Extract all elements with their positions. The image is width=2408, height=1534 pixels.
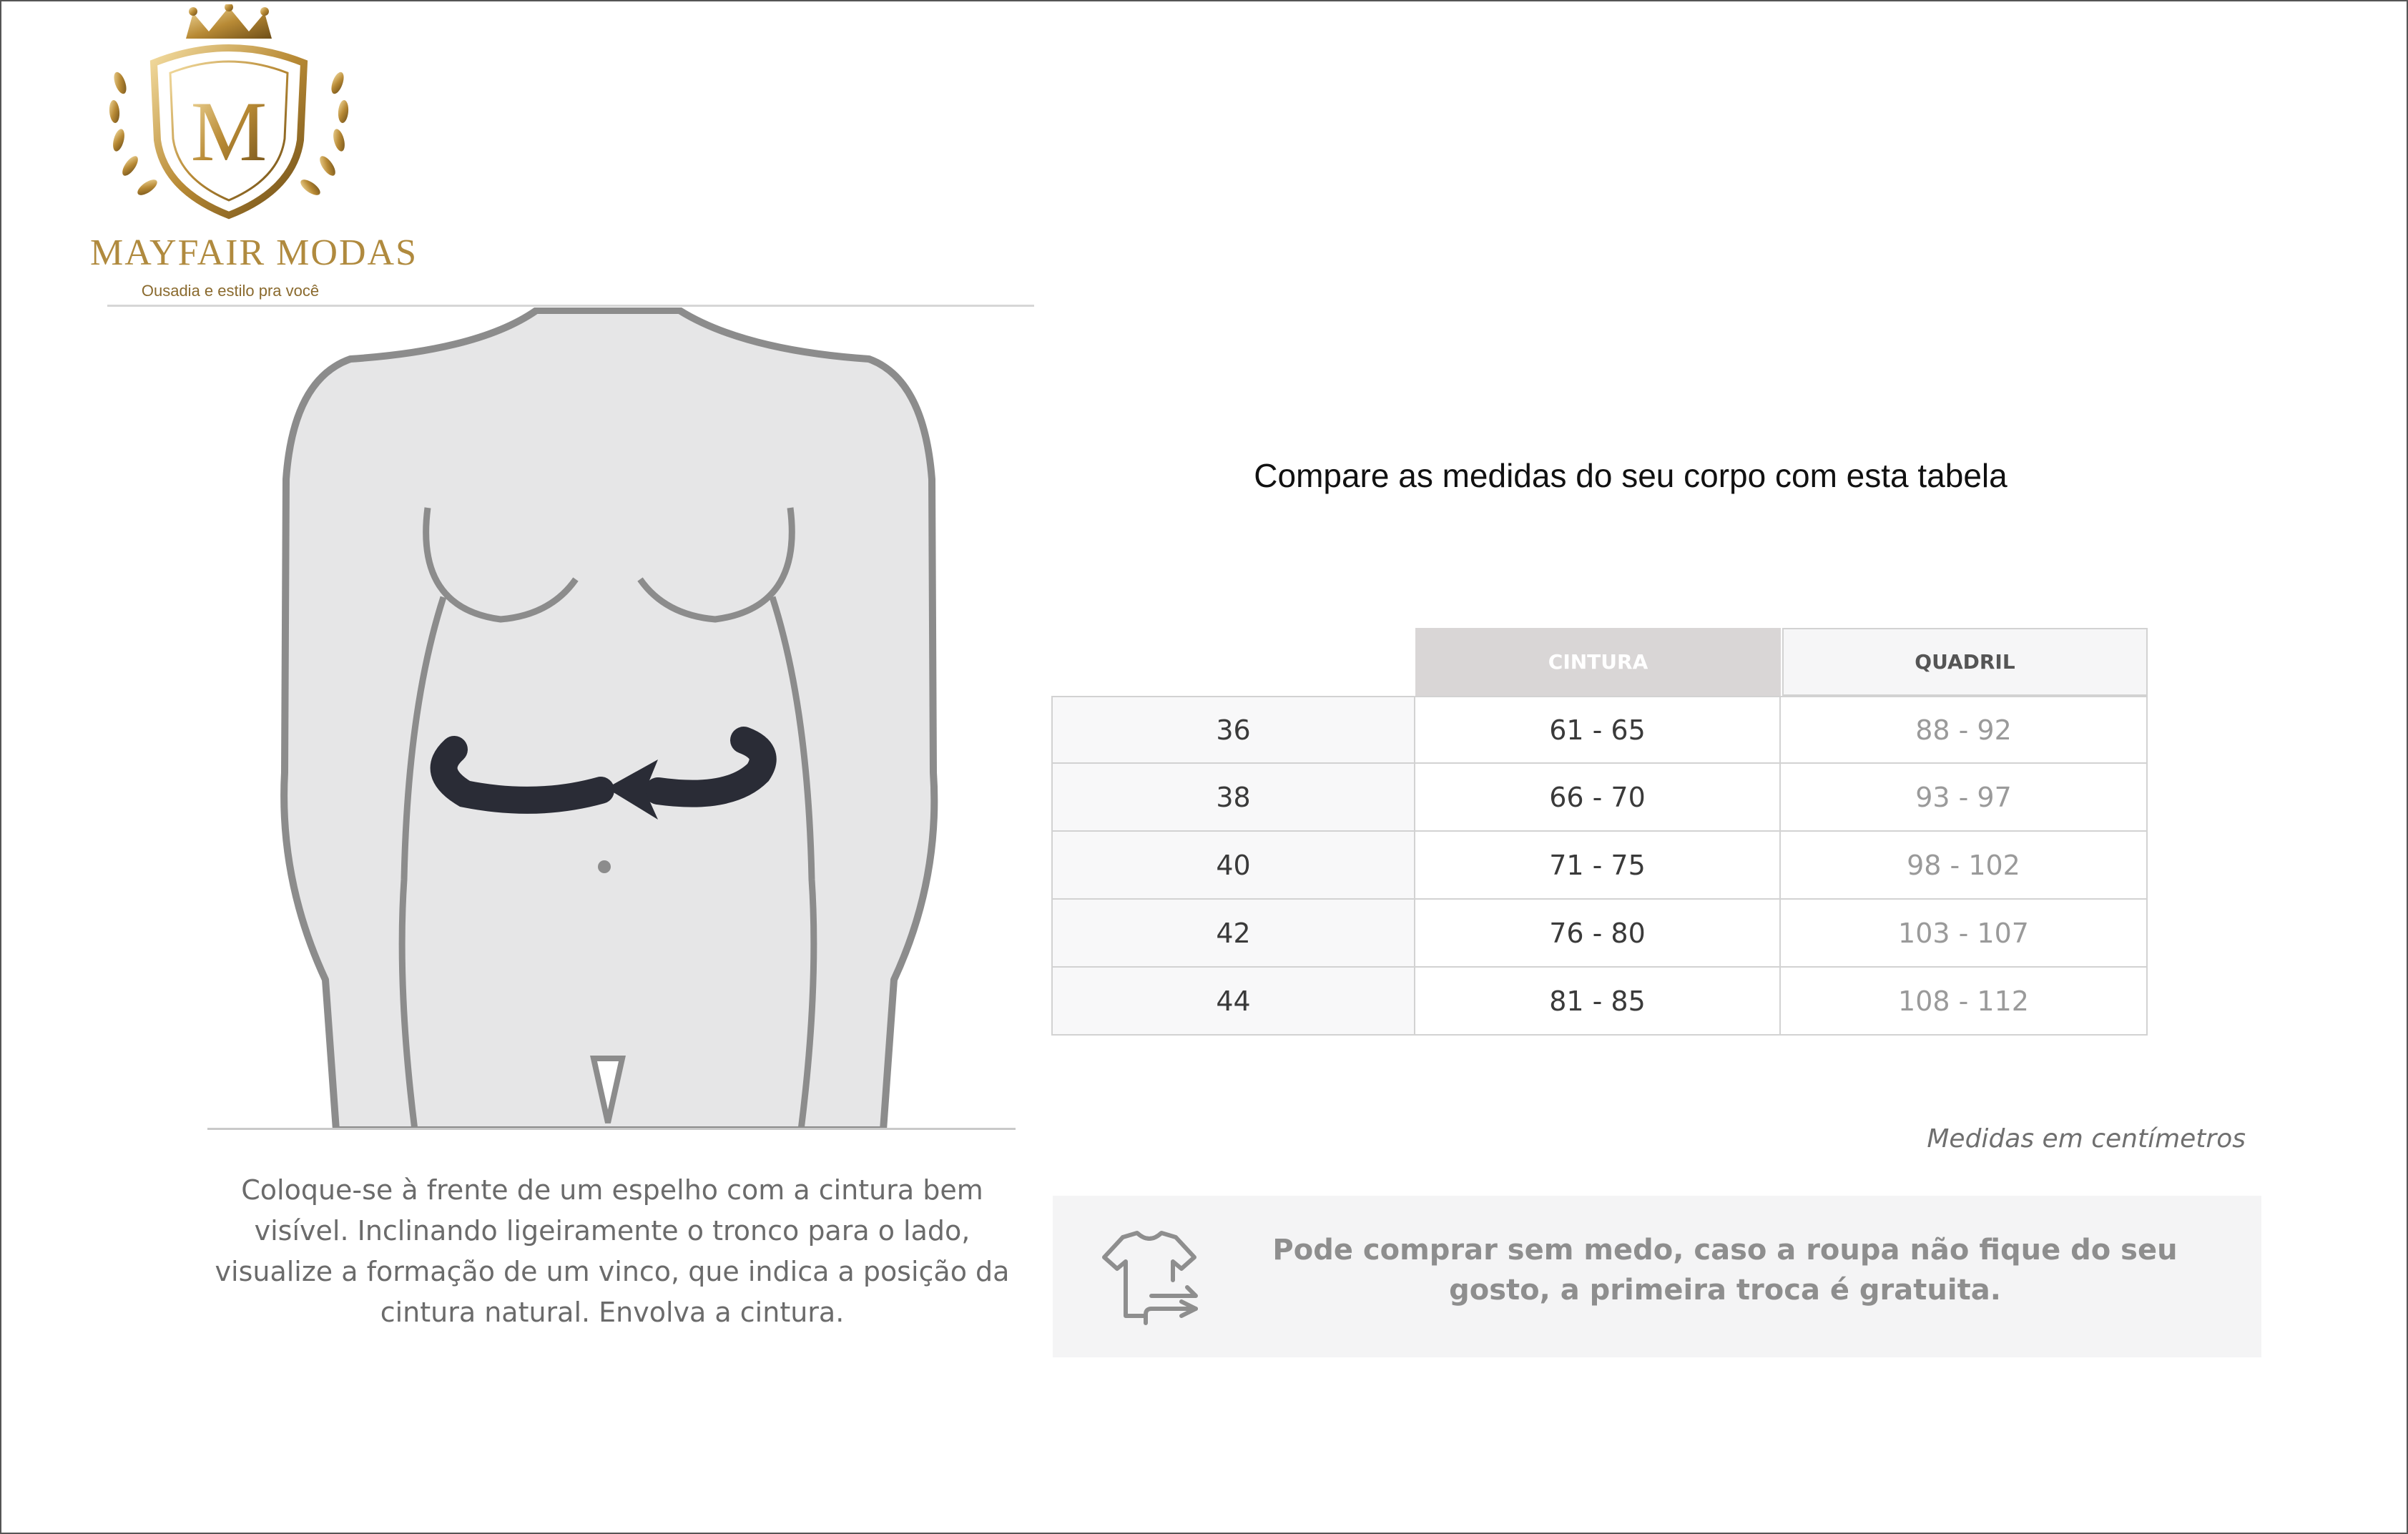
waist-cell: 66 - 70 [1415, 764, 1781, 832]
page-title: Compare as medidas do seu corpo com esta tabela [1254, 457, 2008, 494]
size-cell: 44 [1051, 968, 1415, 1036]
brand-name: MAYFAIR MODAS [90, 232, 418, 273]
waist-cell: 71 - 75 [1415, 832, 1781, 900]
size-cell: 40 [1051, 832, 1415, 900]
units-note: Medidas em centímetros [1927, 1124, 2246, 1154]
hip-cell: 93 - 97 [1781, 764, 2148, 832]
waist-cell: 81 - 85 [1415, 968, 1781, 1036]
divider [207, 1128, 1016, 1130]
column-header-waist: CINTURA [1415, 628, 1781, 696]
torso-waist-measure-icon [200, 308, 1030, 1130]
waist-cell: 61 - 65 [1415, 696, 1781, 764]
table-row [1051, 764, 2149, 832]
shirt-exchange-icon [1096, 1224, 1203, 1332]
hip-cell: 88 - 92 [1781, 696, 2148, 764]
exchange-policy-text: Pode comprar sem medo, caso a roupa não fique do seu gosto, a primeira troca é gratuita. [1272, 1234, 2178, 1307]
table-row [1051, 832, 2149, 900]
exchange-notice [1053, 1196, 2261, 1357]
hip-cell: 103 - 107 [1781, 900, 2148, 968]
table-row [1051, 900, 2149, 968]
table-row [1051, 696, 2149, 764]
torso-illustration [200, 308, 1030, 1130]
column-header-hip: QUADRIL [1782, 628, 2148, 696]
size-cell: 38 [1051, 764, 1415, 832]
measurement-instructions: Coloque-se à frente de um espelho com a cintura bem visível. Inclinando ligeiramente o tronco para o lado, visualize a formação de um vinco, que indica a posição da cintura natural. Envolva a cintura. [215, 1174, 1010, 1328]
waist-cell: 76 - 80 [1415, 900, 1781, 968]
table-row [1051, 968, 2149, 1036]
logo-monogram: M [190, 84, 267, 179]
size-cell: 42 [1051, 900, 1415, 968]
brand-tagline: Ousadia e estilo pra você [141, 282, 320, 300]
size-cell: 36 [1051, 696, 1415, 764]
crown-shield-emblem-icon [86, 4, 372, 233]
hip-cell: 108 - 112 [1781, 968, 2148, 1036]
divider [107, 305, 1034, 307]
hip-cell: 98 - 102 [1781, 832, 2148, 900]
